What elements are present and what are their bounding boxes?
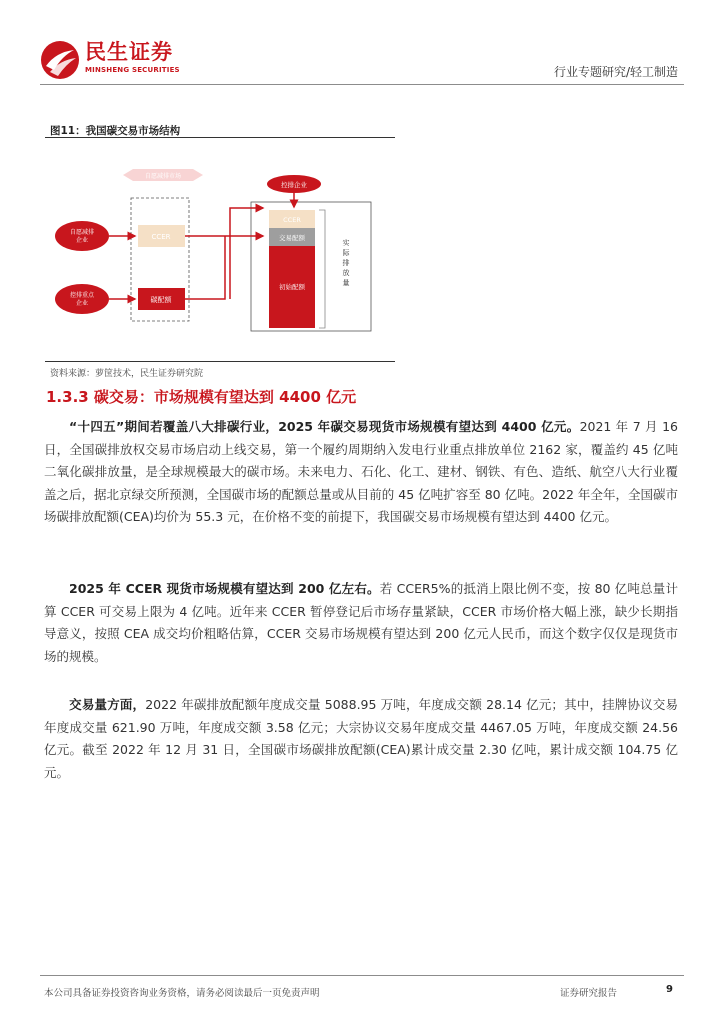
svg-text:际: 际 [342,249,350,257]
svg-text:企业: 企业 [75,237,89,244]
actual-emission-label: 实 [342,239,350,247]
quota-middle-label: 碳配额 [150,296,172,304]
controlled-key-enterprise-node [55,284,109,314]
section-heading: 1.3.3 碳交易：市场规模有望达到 4400 亿元 [46,388,357,406]
svg-text:量: 量 [342,279,350,287]
footer-divider [40,975,684,976]
controlled-key-enterprise-label: 控排重点 [69,292,95,299]
paragraph-1 [44,416,678,529]
figure-top-rule [45,137,395,138]
paragraph-3-lead: 交易量方面， [69,697,146,712]
free-quota-label: 初始配额 [279,283,305,291]
ccer-middle-label: CCER [151,233,171,241]
svg-text:排: 排 [342,259,350,267]
paragraph-3 [44,694,678,784]
footer-disclaimer: 本公司具备证券投资咨询业务资格，请务必阅读最后一页免责声明 [44,988,320,999]
paragraph-3-body: 2022 年碳排放配额年度成交量 5088.95 万吨，年度成交额 28.14 亿元；其中，挂牌协议交易年度成交量 621.90 万吨，年度成交额 3.58 亿元；大宗协议交易年度成交量 4467.05 万吨，年度成交额 24.56 亿元。截至 2022 年 12 月 31 日，全国碳市场碳排放配额(CEA)累计成交量 2.30 亿吨，累计成交额 104.75 亿元。 [44,697,678,780]
carbon-market-diagram [45,165,395,350]
paragraph-1-body: 2021 年 7 月 16 日，全国碳排放权交易市场启动上线交易，第一个履约周期纳入发电行业重点排放单位 2162 家，覆盖约 45 亿吨二氧化碳排放量，是全球规模最大的碳市场。未来电力、石化、化工、建材、钢铁、有色、造纸、航空八大行业覆盖之后，据北京绿交所预测，全国碳市场的配额总量或从目前的 45 亿吨扩容至 80 亿吨。2022 年全年，全国碳市场碳排放配额(CEA)均价为 55.3 元，在价格不变的前提下，我国碳交易市场规模有望达到 4400 亿元。 [44,419,678,524]
paragraph-2-body: 若 CCER5%的抵消上限比例不变，按 80 亿吨总量计算 CCER 可交易上限为 4 亿吨。近年来 CCER 暂停登记后市场存量紧缺，CCER 市场价格大幅上涨，缺少长期指导意义，按照 CEA 成交均价粗略估算，CCER 交易市场规模有望达到 200 亿元人民币，而这个数字仅仅是现货市场的规模。 [44,581,679,664]
voluntary-enterprise-node [55,221,109,251]
logo-mark-icon [40,40,80,80]
voluntary-enterprise-label: 自愿减排 [69,229,95,236]
footer-report-type: 证券研究报告 [560,988,618,999]
page-number: 9 [666,984,673,995]
section-label: 行业专题研究/轻工制造 [553,65,678,79]
actual-emission-bracket [319,210,325,328]
figure-source: 资料来源：萝筐技术，民生证券研究院 [50,369,204,379]
header-divider [40,84,684,85]
figure-title: 图11：我国碳交易市场结构 [50,125,181,137]
ccer-right-label: CCER [283,216,301,224]
paragraph-2 [44,578,678,668]
svg-text:企业: 企业 [75,300,89,307]
controlled-enterprise-label: 控排企业 [281,181,307,189]
logo-english: MINSHENG SECURITIES [85,66,180,74]
logo-chinese: 民生证券 [85,40,173,64]
figure-bottom-rule [45,361,395,362]
trade-quota-label: 交易配额 [279,234,305,242]
paragraph-1-lead: “十四五”期间若覆盖八大排碳行业，2025 年碳交易现货市场规模有望达到 4400 亿元。 [69,419,580,434]
svg-text:放: 放 [342,269,350,277]
voluntary-market-label: 自愿减排市场 [144,173,182,180]
paragraph-2-lead: 2025 年 CCER 现货市场规模有望达到 200 亿左右。 [69,581,380,596]
